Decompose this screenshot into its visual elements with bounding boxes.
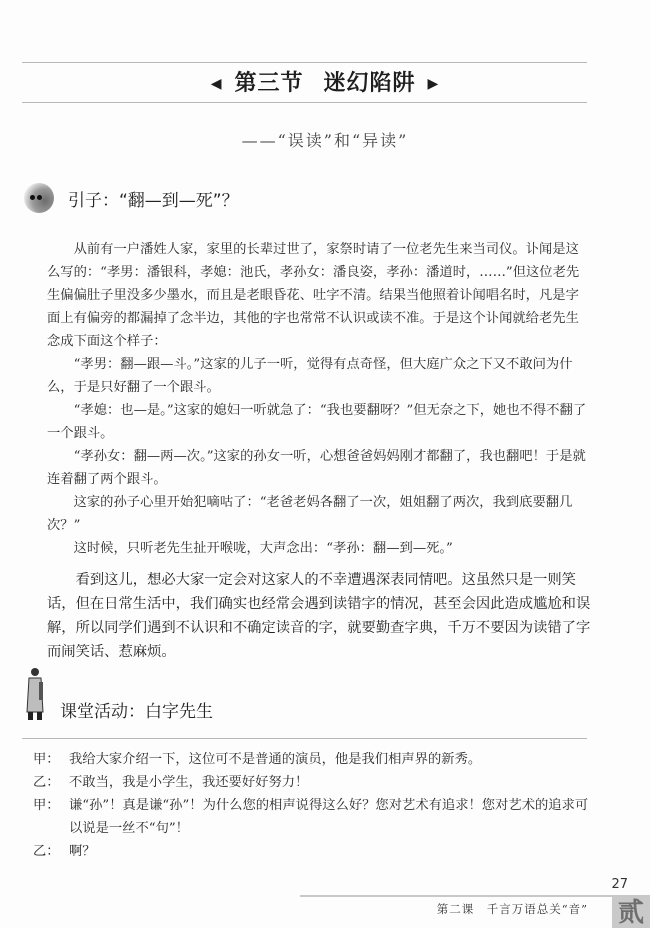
top-rule bbox=[22, 62, 587, 63]
commentary-text bbox=[47, 568, 592, 664]
activity-rule bbox=[22, 738, 587, 739]
dialog-line bbox=[33, 771, 593, 794]
dialog-line bbox=[33, 794, 593, 840]
commentary-paragraph: 看到这儿，想必大家一定会对这家人的不幸遭遇深表同情吧。这虽然只是一则笑话，但在日常生活中，我们确实也经常会遇到读错字的情况，甚至会因此造成尴尬和误解，所以同学们遇到不认识和不确定读音的字，就要勤查字典，千万不要因为读错了字而闹笑话、惹麻烦。 bbox=[47, 572, 591, 660]
speaker-label: 乙： bbox=[33, 844, 60, 859]
title-bottom-rule bbox=[22, 102, 587, 103]
story-paragraph: 这家的孙子心里开始犯嘀咕了：“老爸老妈各翻了一次，姐姐翻了两次，我到底要翻几次？” bbox=[47, 495, 573, 533]
section-title-text: 迷幻陷阱 bbox=[323, 70, 416, 96]
speaker-label: 甲： bbox=[33, 798, 60, 813]
scholar-figure-icon bbox=[24, 666, 46, 722]
story-paragraph: 从前有一户潘姓人家，家里的长辈过世了，家祭时请了一位老先生来当司仪。讣闻是这么写的：“孝男：潘银科，孝媳：池氏，孝孙女：潘良姿，孝孙：潘道时，……”但这位老先生偏偏肚子里没多少墨水，而且是老眼昏花、吐字不清。结果当他照着讣闻唱名时，凡是字面上有偏旁的都漏掉了念半边，其他的字也常常不认识或读不准。于是这个讣闻就给老先生念成下面这个样子： bbox=[47, 242, 580, 349]
intro-heading-text: 引子：“翻—到—死”？ bbox=[68, 190, 239, 211]
smiley-face-icon bbox=[24, 183, 54, 213]
story-paragraph: “孝孙女：翻—两—次。”这家的孙女一听，心想爸爸妈妈刚才都翻了，我也翻吧！于是就连着翻了两个跟斗。 bbox=[47, 449, 586, 487]
right-triangle-icon: ▶ bbox=[427, 76, 440, 92]
activity-heading bbox=[24, 666, 213, 722]
dialog-text: 不敢当，我是小学生，我还要好好努力！ bbox=[69, 775, 309, 790]
speaker-label: 乙： bbox=[33, 775, 60, 790]
dialog-text: 我给大家介绍一下，这位可不是普通的演员，他是我们相声界的新秀。 bbox=[69, 752, 482, 767]
crosstalk-dialog bbox=[33, 748, 593, 863]
activity-heading-text: 课堂活动：白字先生 bbox=[60, 701, 213, 722]
speaker-label: 甲： bbox=[33, 752, 60, 767]
dialog-text: 谦“孙”！真是谦“孙”！为什么您的相声说得这么好？您对艺术有追求！您对艺术的追求可以说是一丝不“句”！ bbox=[69, 798, 589, 836]
left-triangle-icon: ◀ bbox=[210, 76, 223, 92]
intro-heading bbox=[24, 183, 239, 213]
chapter-footer: 第二课 千言万语总关“音” bbox=[436, 902, 588, 916]
dialog-line bbox=[33, 840, 593, 863]
dialog-line bbox=[33, 748, 593, 771]
chapter-badge: 贰 bbox=[612, 897, 650, 928]
dialog-text: 啊？ bbox=[69, 844, 96, 859]
section-title bbox=[0, 66, 650, 97]
page-number: 27 bbox=[611, 877, 628, 892]
footer-rule bbox=[300, 895, 650, 897]
story-paragraph: “孝男：翻—跟—斗。”这家的儿子一听，觉得有点奇怪，但大庭广众之下又不敢问为什么，于是只好翻了一个跟斗。 bbox=[47, 357, 573, 395]
story-text bbox=[47, 238, 592, 560]
story-paragraph: 这时候，只听老先生扯开喉咙，大声念出：“孝孙：翻—到—死。” bbox=[73, 541, 453, 556]
section-number: 第三节 bbox=[234, 70, 304, 96]
story-paragraph: “孝媳：也—是。”这家的媳妇一听就急了：“我也要翻呀？”但无奈之下，她也不得不翻了一个跟斗。 bbox=[47, 403, 587, 441]
subtitle: ——“误读”和“异读” bbox=[241, 131, 409, 150]
